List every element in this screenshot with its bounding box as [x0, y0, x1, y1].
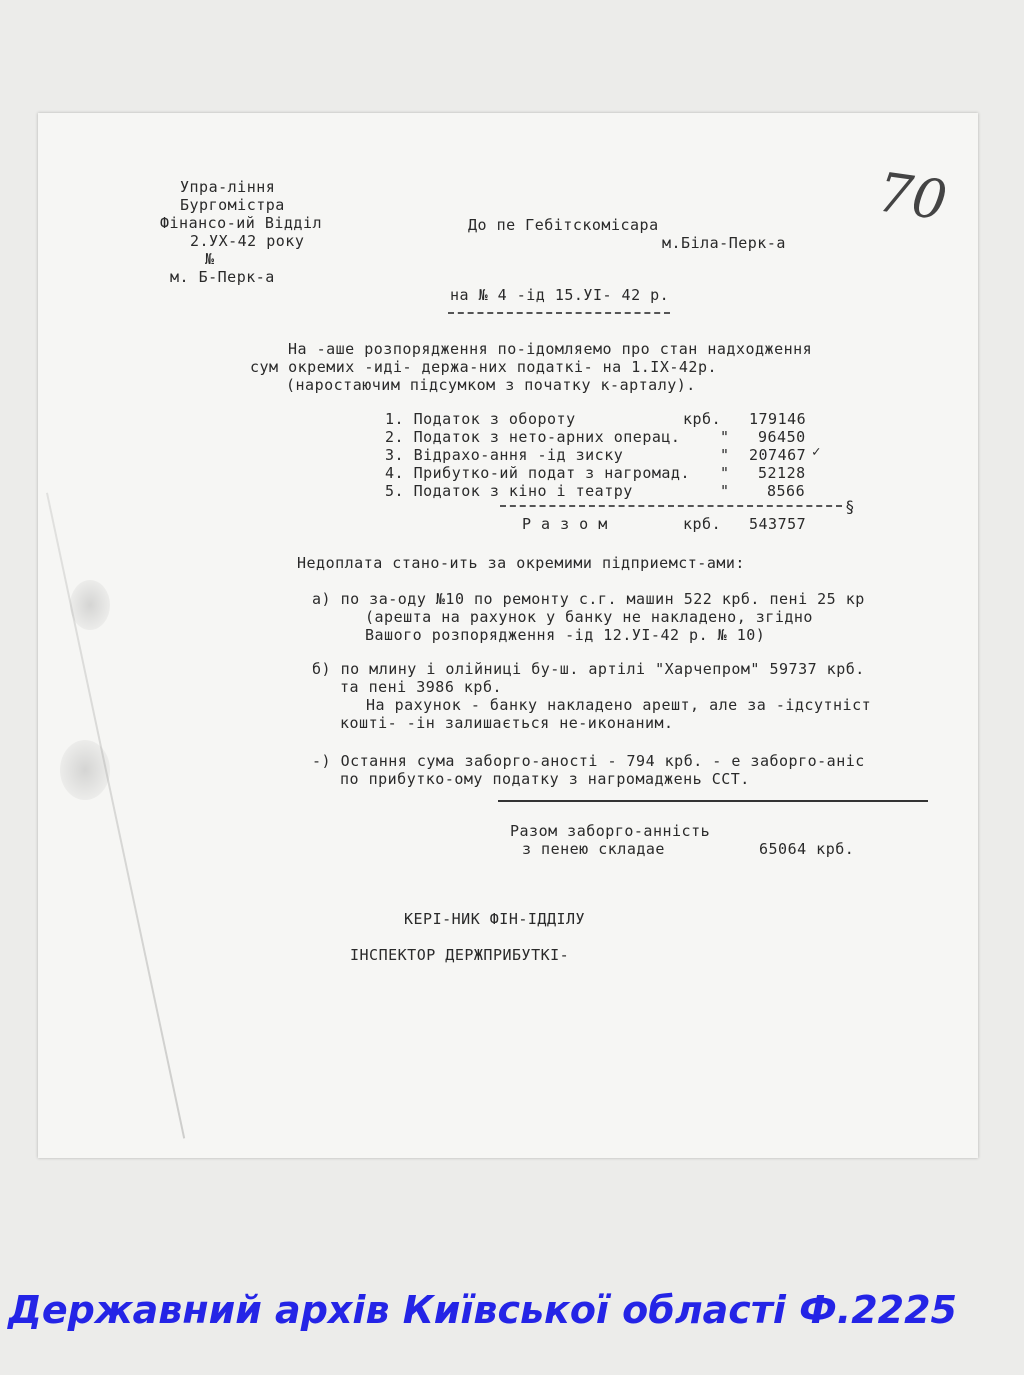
signature-inspector: IНСПЕКТОР ДЕРЖПРИБУТКI- — [350, 946, 570, 964]
item-b-line-2: та пенi 3986 крб. — [340, 678, 503, 696]
tax-amount: 52128 — [758, 464, 806, 482]
tax-unit: " — [720, 446, 730, 464]
tax-amount: 179146 — [749, 410, 807, 428]
item-b-line-1: б) по млину i олiйницi бу-ш. артiлi "Харчепром" 59737 крб. — [312, 660, 865, 678]
reference-line: на № 4 -iд 15.УI- 42 р. — [450, 286, 670, 304]
arrears-total-sublabel: з пенею складае — [522, 840, 665, 858]
paper-stain — [60, 740, 110, 800]
item-v-line-2: по прибутко-ому податку з нагромаджень ССТ. — [340, 770, 750, 788]
intro-line-2: сум окремих -идi- держа-них податкi- на 1.IХ-42р. — [250, 358, 718, 376]
item-a-line-2: (арешта на рахунок у банку не накладено, згiдно — [365, 608, 813, 626]
addressee-title: До пе Гебiтскомiсара — [468, 216, 659, 234]
arrears-total-label: Разом заборго-аннiсть — [510, 822, 711, 840]
archive-caption: Державний архів Київської області Ф.2225 — [8, 1288, 957, 1332]
check-mark-icon: ✓ — [812, 444, 821, 460]
arrears-total-amount: 65064 крб. — [759, 840, 855, 858]
paper-stain — [70, 580, 110, 630]
header-burgomaster: Бургомiстра — [180, 196, 285, 214]
total-unit: крб. — [683, 515, 722, 533]
header-city: м. Б-Перк-а — [170, 268, 275, 286]
header-number: № — [205, 250, 215, 268]
tax-amount: 96450 — [758, 428, 806, 446]
paper-crease — [46, 493, 185, 1139]
item-a-line-1: а) по за-оду №10 по ремонту с.г. машин 522 крб. пенi 25 кр — [312, 590, 865, 608]
tax-label: 4. Прибутко-ий подат з нагромад. — [385, 464, 690, 482]
total-label: Р а з о м — [522, 515, 608, 533]
addressee-city: м.Бiла-Перк-а — [662, 234, 786, 252]
tax-label: 3. Вiдрахо-ання -iд зиску — [385, 446, 624, 464]
tax-label: 5. Податок з кiно i театру — [385, 482, 633, 500]
tax-unit: " — [720, 464, 730, 482]
header-dept: Упра-лiння — [180, 178, 276, 196]
tax-unit: крб. — [683, 410, 722, 428]
header-finance-dept: Фiнансо-ий Вiддiл — [160, 214, 323, 232]
arrears-intro: Недоплата стано-ить за окремими пiдприемст-ами: — [297, 554, 745, 572]
tax-amount: 8566 — [767, 482, 806, 500]
reference-underline — [448, 312, 670, 314]
item-b-line-3: На рахунок - банку накладено арешт, але за -iдсутнiст — [366, 696, 872, 714]
handwritten-number: 70 — [873, 160, 951, 233]
tax-label: 2. Податок з нето-арних операц. — [385, 428, 681, 446]
intro-line-3: (наростаючим пiдсумком з початку к-арталу). — [286, 376, 696, 394]
tax-unit: " — [720, 482, 730, 500]
section-mark-icon: § — [845, 497, 855, 516]
item-b-line-4: коштi- -iн залишається не-иконаним. — [340, 714, 674, 732]
arrears-rule — [498, 800, 928, 802]
intro-line-1: На -аше розпорядження по-iдомляемо про стан надходження — [288, 340, 813, 358]
total-separator — [500, 505, 842, 507]
item-a-line-3: Вашого розпорядження -iд 12.УI-42 р. № 10) — [365, 626, 766, 644]
tax-amount: 207467 — [749, 446, 807, 464]
item-v-line-1: -) Остання сума заборго-аностi - 794 крб. - е заборго-анiс — [312, 752, 865, 770]
header-date: 2.УХ-42 року — [190, 232, 305, 250]
tax-unit: " — [720, 428, 730, 446]
total-amount: 543757 — [749, 515, 807, 533]
signature-head: КЕРI-НИК ФIН-IДДIЛУ — [404, 910, 586, 928]
tax-label: 1. Податок з обороту — [385, 410, 576, 428]
